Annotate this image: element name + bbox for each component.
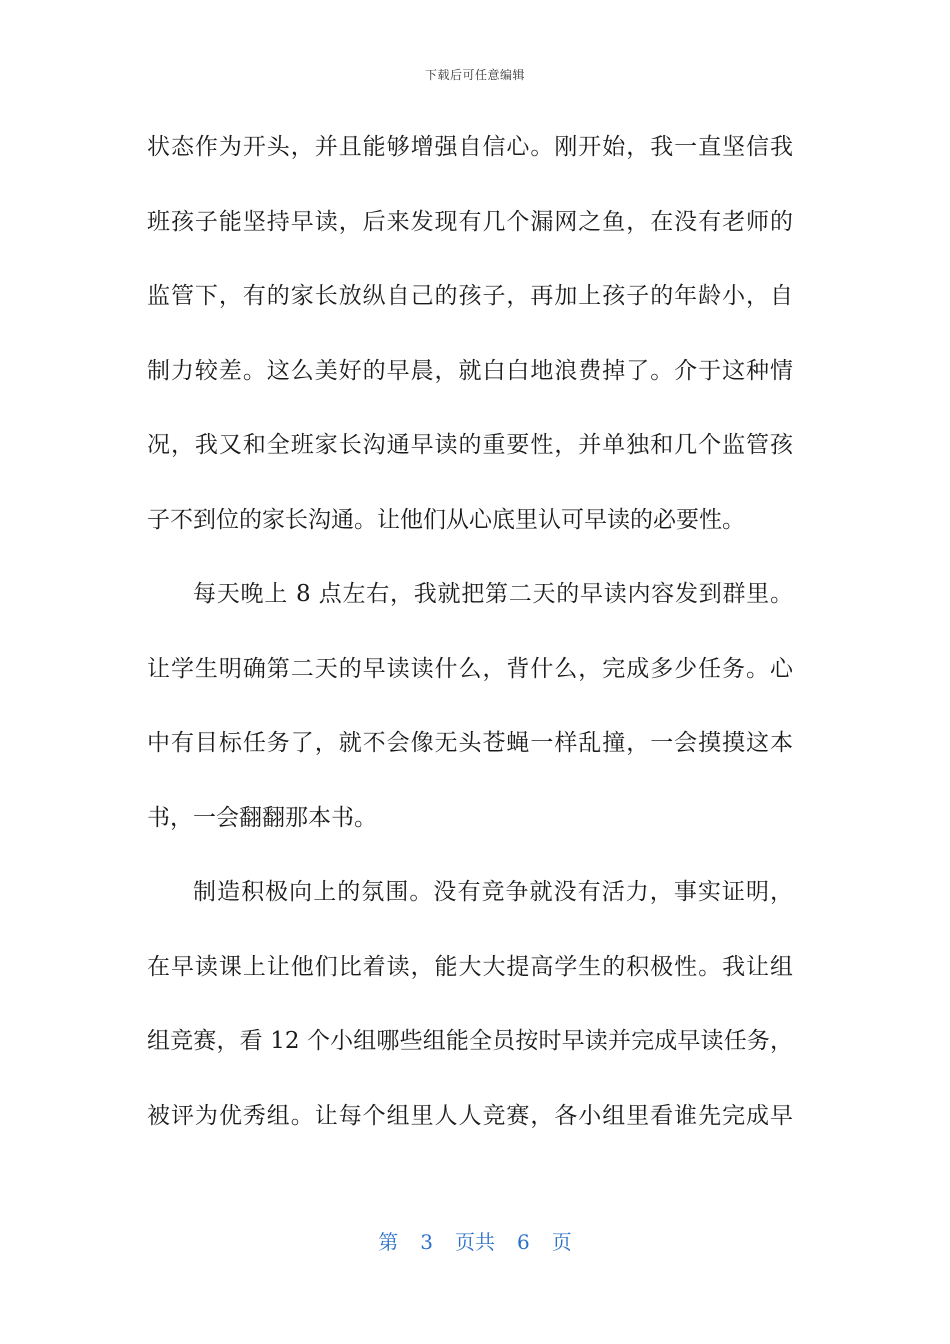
text-line: 书，一会翻翻那本书。 [147,804,377,831]
text-line: 中有目标任务了，就不会像无头苍蝇一样乱撞，一会摸摸这本 [147,730,793,756]
page-suffix: 页 [551,1230,572,1254]
text-line: 制力较差。这么美好的早晨，就白白地浪费掉了。介于这种情 [147,357,793,384]
text-line: 监管下，有的家长放纵自己的孩子，再加上孩子的年龄小，自 [147,283,793,309]
text-line: 被评为优秀组。让每个组里人人竞赛，各小组里看谁先完成早 [147,1102,793,1129]
text-line: 况，我又和全班家长沟通早读的重要性，并单独和几个监管孩 [147,432,793,458]
page-middle: 页共 [455,1230,495,1254]
text-line: 子不到位的家长沟通。让他们从心底里认可早读的必要性。 [147,506,745,533]
text-line: 状态作为开头，并且能够增强自信心。刚开始，我一直坚信我 [147,134,793,160]
page-footer [0,1226,950,1255]
text-line: 每天晚上 8 点左右，我就把第二天的早读内容发到群里。 [193,581,793,607]
text-line: 班孩子能坚持早读，后来发现有几个漏网之鱼，在没有老师的 [147,208,793,235]
text-line: 在早读课上让他们比着读，能大大提高学生的积极性。我让组 [147,953,793,980]
page-header: 下载后可任意编辑 [424,68,525,82]
text-line: 组竞赛，看 12 个小组哪些组能全员按时早读并完成早读任务， [147,1028,793,1054]
page-total: 6 [517,1230,530,1254]
page-number: 3 [420,1230,433,1254]
page-prefix: 第 [378,1230,399,1254]
document-body [147,110,793,1153]
text-line: 让学生明确第二天的早读读什么，背什么，完成多少任务。心 [147,655,793,682]
text-line: 制造积极向上的氛围。没有竞争就没有活力，事实证明， [193,879,793,905]
